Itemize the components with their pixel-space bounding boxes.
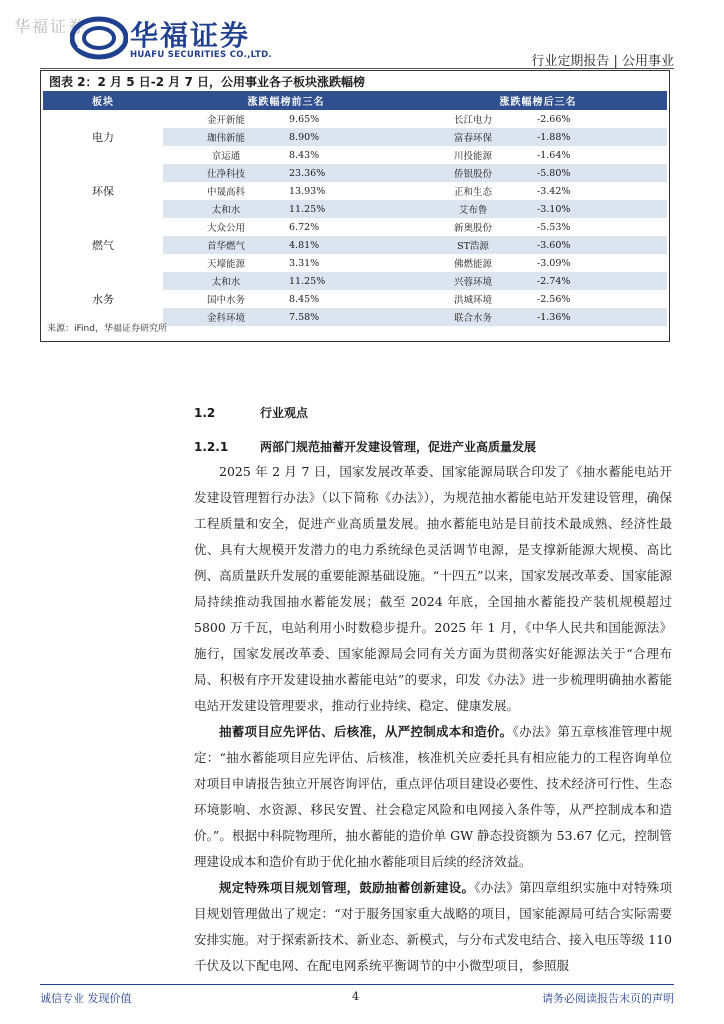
table-header-row — [43, 91, 667, 110]
bottom-pct: -5.53% — [537, 221, 571, 233]
bottom-pct: -1.88% — [537, 128, 667, 146]
figure-box — [40, 70, 670, 342]
subsection-heading — [194, 438, 536, 455]
watermark: 华福证券 — [14, 17, 87, 36]
subsection-number: 1.2.1 — [194, 440, 229, 454]
top-name: 大众公用 — [206, 223, 245, 234]
ranking-table — [43, 91, 667, 326]
top-name: 首华燃气 — [163, 236, 289, 254]
bottom-name: 侨银股份 — [409, 164, 537, 182]
col-header-bottom3: 涨跌幅榜后三名 — [409, 91, 667, 110]
top-pct: 13.93% — [289, 185, 326, 197]
section-heading — [194, 404, 308, 421]
bottom-name: 新奥股份 — [453, 223, 492, 234]
col-header-sector: 板块 — [43, 91, 163, 110]
top-name: 金开新能 — [206, 115, 245, 126]
top-name: 天壕能源 — [206, 259, 245, 270]
paragraph-3-lead: 规定特殊项目规划管理，鼓励抽蓄创新建设。 — [219, 880, 475, 895]
bottom-name: 洪城环境 — [453, 295, 492, 306]
top-name: 金科环境 — [163, 308, 289, 326]
sector-label: 环保 — [43, 164, 163, 218]
paragraph-3-body: 《办法》第四章组织实施中对特殊项目规划管理做出了规定：“对于服务国家重大战略的项目，国家能源局可结合实际需要安排实施。对于探索新技术、新业态、新模式，与分布式发电结合、接入电压等级 110 千伏及以下配电网、在配电网系统平衡调节的中小微型项目，参照服 — [194, 880, 672, 973]
table-row — [43, 164, 667, 182]
col-header-top3: 涨跌幅榜前三名 — [163, 91, 409, 110]
paragraph-2-body: 《办法》第五章核准管理中规定：“抽水蓄能项目应先评估、后核准，核准机关应委托具有相应能力的工程咨询单位对项目申请报告独立开展咨询评估，重点评估项目建设必要性、技术经济可行性、生态环境影响、水资源、移民安置、社会稳定风险和电网接入条件等，从严控制成本和造价。”。根据中科院物理所，抽水蓄能的造价单 GW 静态投资额为 53.67 亿元，控制管理建设成本和造价有助于优化抽水蓄能项目后续的经济效益。 — [194, 724, 672, 869]
page-number: 4 — [352, 990, 359, 1003]
bottom-name: 川投能源 — [453, 151, 492, 162]
bottom-name: 联合水务 — [409, 308, 537, 326]
top-pct: 11.25% — [289, 200, 409, 218]
top-name: 太和水 — [163, 200, 289, 218]
top-name: 国中水务 — [206, 295, 245, 306]
bottom-pct: -2.66% — [537, 113, 571, 125]
header-divider — [40, 68, 674, 69]
bottom-name: 正和生态 — [453, 187, 492, 198]
bottom-pct: -3.60% — [537, 236, 667, 254]
subsection-title: 两部门规范抽蓄开发建设管理，促进产业高质量发展 — [260, 440, 537, 454]
bottom-pct: -2.74% — [537, 272, 667, 290]
bottom-name: ST浩源 — [409, 236, 537, 254]
top-pct: 7.58% — [289, 308, 409, 326]
bottom-pct: -3.09% — [537, 257, 571, 269]
top-pct: 4.81% — [289, 236, 409, 254]
sector-label: 燃气 — [43, 218, 163, 272]
top-pct: 11.25% — [289, 272, 409, 290]
figure-title: 图表 2：2 月 5 日-2 月 7 日，公用事业各子板块涨跌幅榜 — [49, 75, 365, 89]
footer-slogan: 诚信专业 发现价值 — [40, 992, 132, 1005]
bottom-pct: -3.10% — [537, 200, 667, 218]
figure-source: 来源：iFind，华福证券研究所 — [47, 324, 167, 334]
report-type: 行业定期报告 | 公用事业 — [531, 54, 674, 69]
paragraph-2 — [194, 719, 672, 875]
sector-label: 电力 — [43, 110, 163, 164]
top-pct: 9.65% — [289, 113, 320, 125]
logo-chinese-name: 华福证券 — [130, 19, 251, 52]
table-row — [43, 110, 667, 128]
top-name: 珈伟新能 — [163, 128, 289, 146]
section-title: 行业观点 — [260, 406, 309, 420]
footer-disclaimer: 请务必阅读报告末页的声明 — [542, 992, 674, 1005]
bottom-pct: -5.80% — [537, 164, 667, 182]
bottom-name: 长江电力 — [453, 115, 492, 126]
top-name: 中晟高科 — [206, 187, 245, 198]
footer-divider — [40, 984, 674, 985]
logo-english-name: HUAFU SECURITIES CO.,LTD. — [130, 50, 272, 60]
paragraph-3 — [194, 875, 672, 979]
bottom-pct: -1.64% — [537, 149, 571, 161]
sector-label: 水务 — [43, 272, 163, 326]
top-pct: 8.90% — [289, 128, 409, 146]
section-number: 1.2 — [194, 406, 216, 420]
top-name: 仕净科技 — [163, 164, 289, 182]
top-name: 京运通 — [211, 151, 241, 162]
huafu-logo-icon — [70, 16, 128, 60]
bottom-name: 兴蓉环境 — [409, 272, 537, 290]
bottom-pct: -1.36% — [537, 308, 667, 326]
paragraph-2-lead: 抽蓄项目应先评估、后核准，从严控制成本和造价。 — [219, 724, 513, 739]
top-name: 太和水 — [163, 272, 289, 290]
top-pct: 3.31% — [289, 257, 320, 269]
paragraph-1: 2025 年 2 月 7 日，国家发展改革委、国家能源局联合印发了《抽水蓄能电站开发建设管理暂行办法》（以下简称《办法》），为规范抽水蓄能电站开发建设管理，确保工程质量和安全，促进产业高质量发展。抽水蓄能电站是目前技术最成熟、经济性最优、具有大规模开发潜力的电力系统绿色灵活调节电源，是支撑新能源大规模、高比例、高质量跃升发展的重要能源基础设施。“十四五”以来，国家发展改革委、国家能源局持续推动我国抽水蓄能发展；截至 2024 年底，全国抽水蓄能投产装机规模超过 5800 万千瓦，电站利用小时数稳步提升。2025 年 1 月，《中华人民共和国能源法》施行，国家发展改革委、国家能源局会同有关方面为贯彻落实好能源法关于“合理布局、积极有序开发建设抽水蓄能电站”的要求，印发《办法》进一步梳理明确抽水蓄能电站开发建设管理要求，推动行业持续、稳定、健康发展。 — [194, 464, 672, 713]
bottom-name: 佛燃能源 — [453, 259, 492, 270]
table-row — [43, 272, 667, 290]
top-pct: 6.72% — [289, 221, 320, 233]
top-pct: 8.43% — [289, 149, 320, 161]
top-pct: 23.36% — [289, 164, 409, 182]
table-row — [43, 218, 667, 236]
bottom-pct: -2.56% — [537, 293, 571, 305]
top-pct: 8.45% — [289, 293, 320, 305]
bottom-name: 艾布鲁 — [409, 200, 537, 218]
bottom-name: 富春环保 — [409, 128, 537, 146]
bottom-pct: -3.42% — [537, 185, 571, 197]
